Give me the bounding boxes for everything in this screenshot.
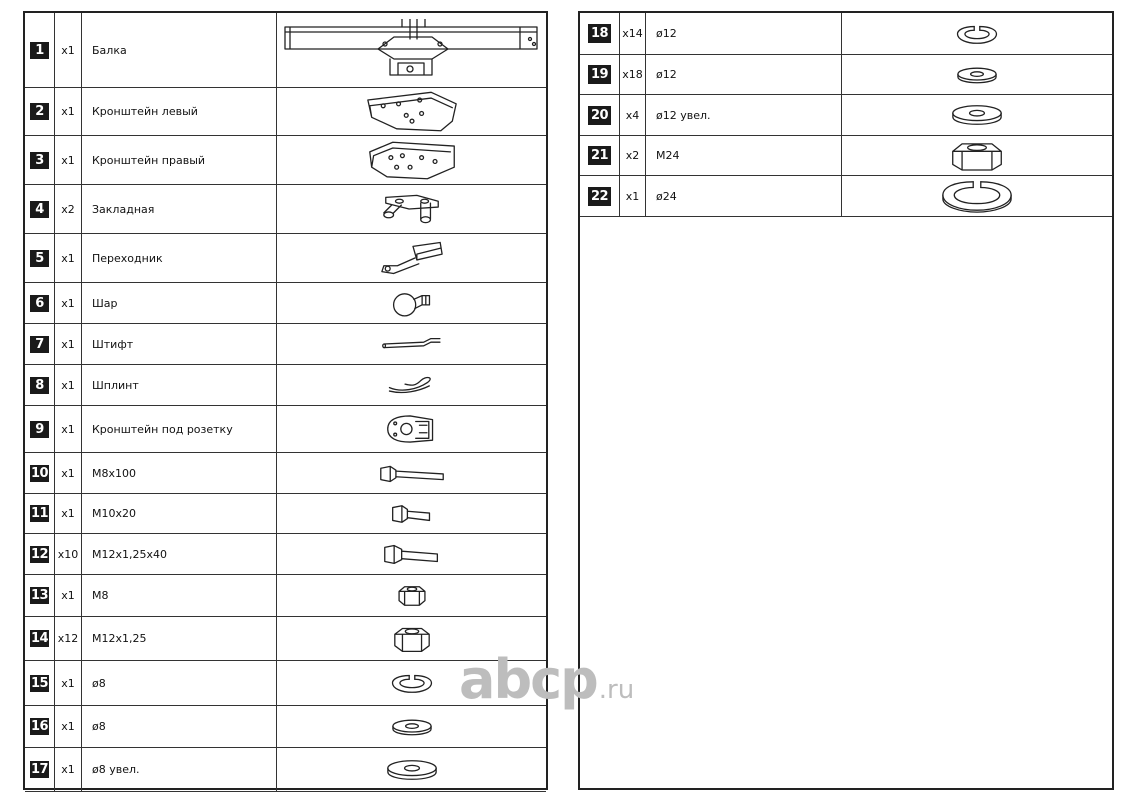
part-quantity: x1: [55, 88, 82, 135]
part-name: ø12: [646, 55, 842, 94]
part-number-cell: [25, 575, 55, 616]
spring-washer-icon: [388, 670, 436, 696]
part-quantity: x1: [55, 748, 82, 791]
part-name: Кронштейн под розетку: [82, 406, 277, 452]
bracket-left-icon: [364, 90, 460, 134]
part-number-cell: [580, 136, 620, 175]
part-illustration-cell: [277, 706, 546, 747]
part-number: 2: [30, 103, 49, 120]
part-illustration-cell: [277, 534, 546, 574]
part-number: 10: [30, 465, 49, 481]
part-quantity: x1: [55, 136, 82, 184]
part-quantity: x1: [55, 406, 82, 452]
part-number: 5: [30, 250, 49, 267]
part-row: [25, 534, 546, 575]
part-quantity: x14: [620, 13, 646, 54]
part-row: [25, 706, 546, 748]
part-number-cell: [25, 324, 55, 364]
part-number: 12: [30, 546, 49, 562]
part-number-cell: [25, 748, 55, 791]
large-washer-icon: [949, 102, 1005, 128]
part-illustration-cell: [842, 55, 1112, 94]
part-number: 19: [588, 65, 611, 84]
part-illustration-cell: [277, 13, 546, 87]
part-row: [580, 95, 1112, 136]
part-number-cell: [25, 185, 55, 233]
part-number: 9: [30, 421, 49, 438]
watermark-main: abcp: [459, 648, 597, 711]
part-row: [580, 13, 1112, 55]
part-number: 3: [30, 152, 49, 169]
part-illustration-cell: [277, 406, 546, 452]
part-quantity: x1: [55, 324, 82, 364]
part-name: M8: [82, 575, 277, 616]
part-name: ø8: [82, 706, 277, 747]
part-illustration-cell: [277, 185, 546, 233]
part-row: [25, 283, 546, 324]
pin-icon: [378, 335, 446, 353]
adapter-icon: [378, 240, 446, 276]
large-spring-washer-icon: [939, 178, 1015, 214]
tow-ball-icon: [389, 284, 435, 322]
part-row: [25, 234, 546, 283]
part-quantity: x1: [620, 176, 646, 216]
part-number-cell: [580, 13, 620, 54]
part-name: Переходник: [82, 234, 277, 282]
part-number-cell: [580, 55, 620, 94]
part-number-cell: [25, 534, 55, 574]
part-quantity: x12: [55, 617, 82, 660]
part-number-cell: [580, 95, 620, 135]
flat-washer-icon: [953, 65, 1001, 85]
part-number: 21: [588, 146, 611, 165]
part-number: 14: [30, 631, 49, 646]
part-number-cell: [25, 406, 55, 452]
part-number-cell: [25, 234, 55, 282]
part-row: [580, 136, 1112, 176]
part-number-cell: [25, 494, 55, 533]
part-number: 7: [30, 336, 49, 353]
part-quantity: x1: [55, 706, 82, 747]
part-name: M8x100: [82, 453, 277, 493]
part-quantity: x1: [55, 13, 82, 87]
bracket-right-icon: [364, 138, 460, 182]
part-number-cell: [25, 88, 55, 135]
watermark-logo: [459, 648, 634, 711]
part-name: M24: [646, 136, 842, 175]
part-illustration-cell: [842, 13, 1112, 54]
part-number: 18: [588, 24, 611, 43]
part-row: [25, 324, 546, 365]
part-illustration-cell: [277, 575, 546, 616]
part-illustration-cell: [842, 95, 1112, 135]
part-quantity: x1: [55, 494, 82, 533]
part-number-cell: [25, 617, 55, 660]
embedded-plate-icon: [378, 191, 446, 227]
part-number: 17: [30, 762, 49, 777]
part-number: 4: [30, 201, 49, 218]
part-quantity: x1: [55, 453, 82, 493]
part-quantity: x1: [55, 575, 82, 616]
part-quantity: x1: [55, 661, 82, 705]
part-name: ø24: [646, 176, 842, 216]
part-quantity: x1: [55, 234, 82, 282]
watermark-suffix: .ru: [598, 675, 635, 705]
parts-table-right: [578, 11, 1114, 790]
part-row: [580, 176, 1112, 217]
part-number-cell: [25, 661, 55, 705]
part-number-cell: [580, 176, 620, 216]
part-name: Шплинт: [82, 365, 277, 405]
part-row: [25, 453, 546, 494]
part-number: 6: [30, 295, 49, 312]
part-quantity: x10: [55, 534, 82, 574]
part-quantity: x1: [55, 283, 82, 323]
part-row: [25, 494, 546, 534]
flat-washer-icon: [388, 717, 436, 737]
short-bolt-icon: [389, 503, 435, 525]
part-name: ø8 увел.: [82, 748, 277, 791]
part-number: 1: [30, 42, 49, 59]
part-illustration-cell: [277, 494, 546, 533]
nut-icon: [391, 624, 433, 654]
part-name: Кронштейн правый: [82, 136, 277, 184]
spring-washer-icon: [953, 21, 1001, 47]
part-row: [25, 13, 546, 88]
part-name: M12x1,25: [82, 617, 277, 660]
part-number-cell: [25, 706, 55, 747]
part-quantity: x4: [620, 95, 646, 135]
part-row: [25, 136, 546, 185]
bolt-icon: [381, 542, 443, 566]
part-quantity: x2: [55, 185, 82, 233]
part-name: Балка: [82, 13, 277, 87]
part-number: 15: [30, 675, 49, 691]
part-quantity: x1: [55, 365, 82, 405]
part-illustration-cell: [842, 136, 1112, 175]
large-washer-icon: [384, 757, 440, 783]
cotter-pin-icon: [386, 373, 438, 397]
part-row: [25, 365, 546, 406]
large-nut-icon: [949, 140, 1005, 172]
part-number-cell: [25, 136, 55, 184]
part-illustration-cell: [277, 283, 546, 323]
part-number-cell: [25, 283, 55, 323]
part-name: Шар: [82, 283, 277, 323]
part-illustration-cell: [277, 324, 546, 364]
long-bolt-icon: [377, 462, 447, 484]
part-name: Штифт: [82, 324, 277, 364]
part-row: [25, 406, 546, 453]
part-quantity: x2: [620, 136, 646, 175]
part-number: 11: [30, 506, 49, 521]
part-name: M12x1,25x40: [82, 534, 277, 574]
part-name: ø12: [646, 13, 842, 54]
part-illustration-cell: [277, 453, 546, 493]
part-quantity: x18: [620, 55, 646, 94]
part-row: [25, 748, 546, 792]
part-number-cell: [25, 13, 55, 87]
part-row: [580, 55, 1112, 95]
part-row: [25, 88, 546, 136]
part-number: 13: [30, 588, 49, 603]
part-illustration-cell: [277, 136, 546, 184]
part-number: 8: [30, 377, 49, 394]
part-number-cell: [25, 453, 55, 493]
part-row: [25, 575, 546, 617]
part-illustration-cell: [277, 365, 546, 405]
part-row: [25, 185, 546, 234]
part-name: Кронштейн левый: [82, 88, 277, 135]
socket-bracket-icon: [384, 412, 440, 446]
part-name: ø8: [82, 661, 277, 705]
part-illustration-cell: [277, 234, 546, 282]
part-number-cell: [25, 365, 55, 405]
part-illustration-cell: [277, 88, 546, 135]
small-nut-icon: [395, 584, 429, 608]
part-name: M10x20: [82, 494, 277, 533]
part-number: 22: [588, 187, 611, 206]
part-number: 16: [30, 719, 49, 734]
tow-beam-icon: [280, 19, 544, 81]
part-number: 20: [588, 106, 611, 125]
part-illustration-cell: [842, 176, 1112, 216]
part-illustration-cell: [277, 748, 546, 791]
part-name: ø12 увел.: [646, 95, 842, 135]
part-name: Закладная: [82, 185, 277, 233]
